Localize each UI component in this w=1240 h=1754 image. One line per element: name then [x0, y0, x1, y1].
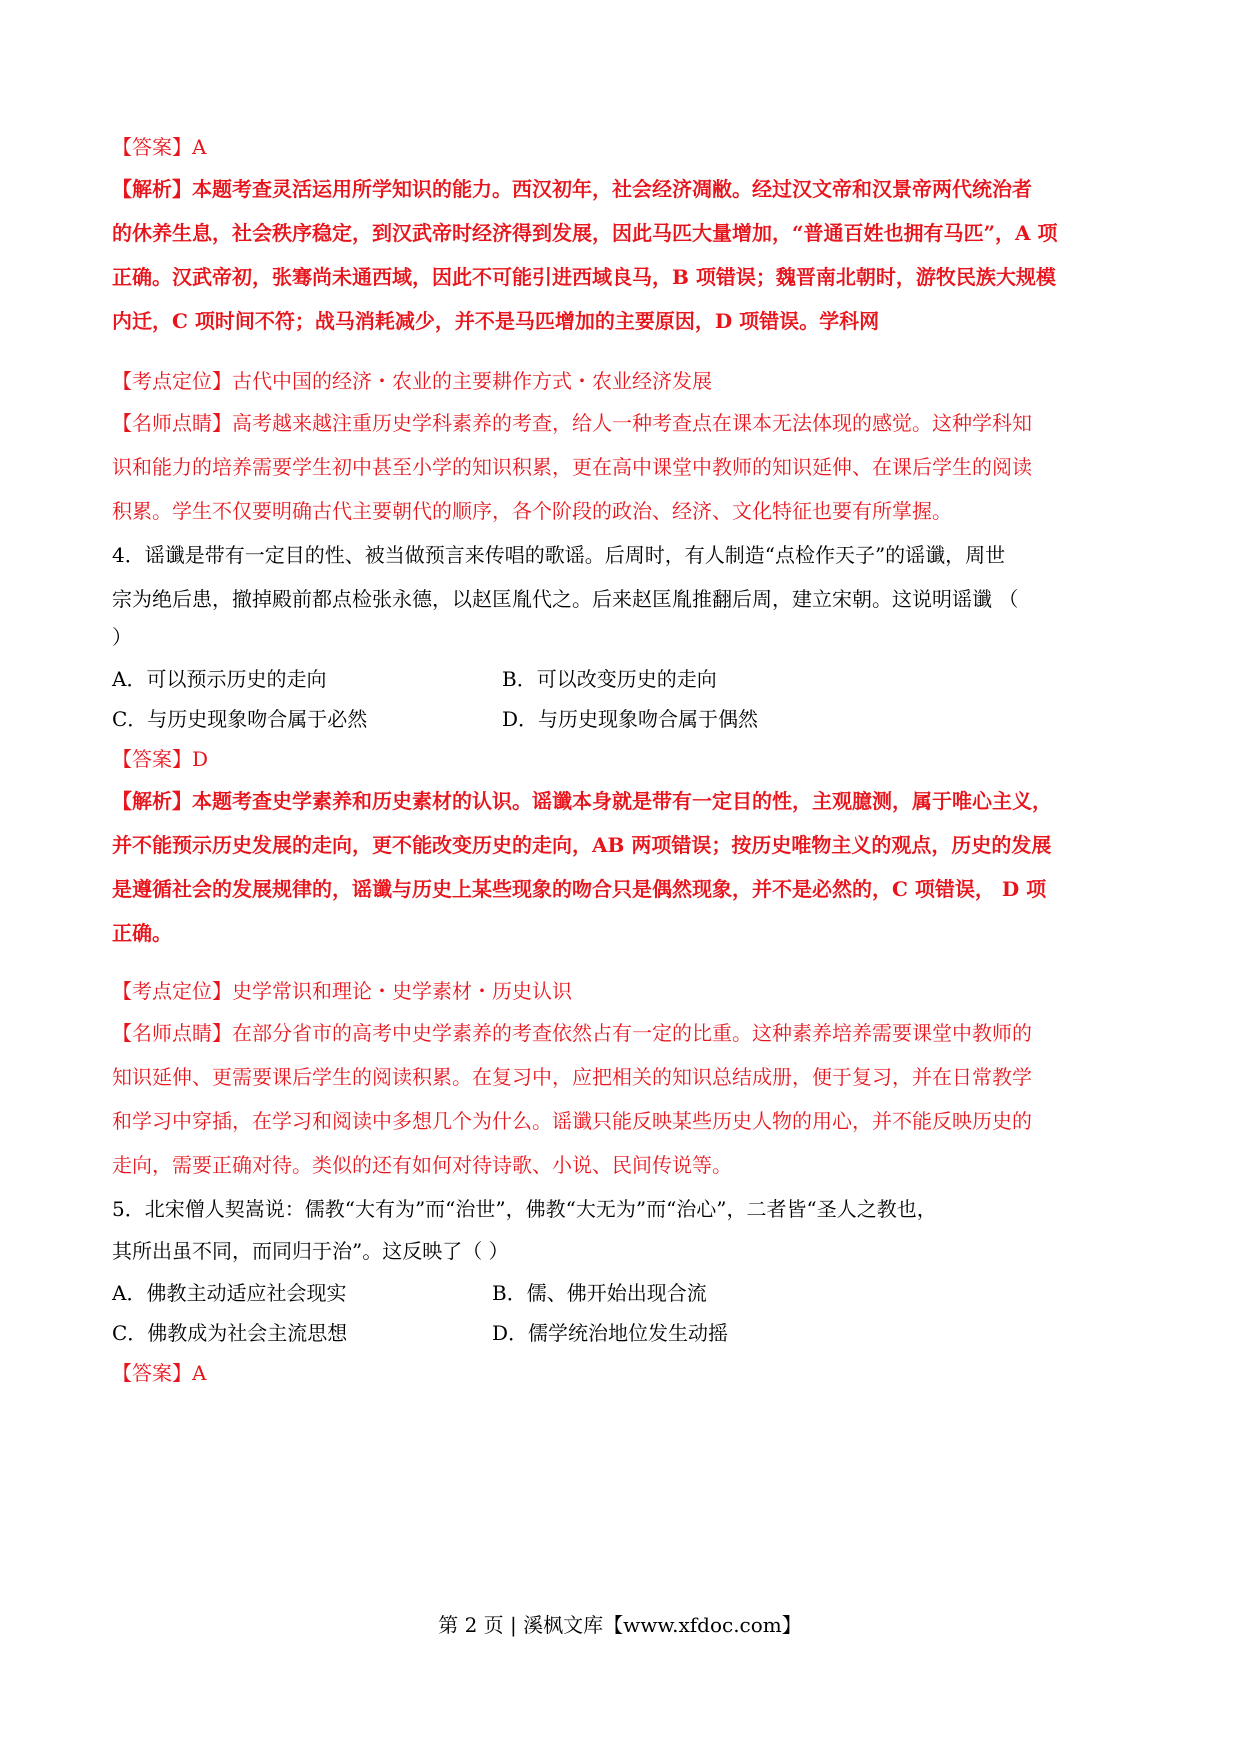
mingshi-text: 和学习中穿插，在学习和阅读中多想几个为什么。谣谶只能反映某些历史人物的用心，并不能反映历史的	[112, 1109, 1032, 1133]
analysis-tag: 【解析】	[112, 789, 192, 813]
mingshi-text: 积累。学生不仅要明确古代主要朝代的顺序，各个阶段的政治、经济、文化特征也要有所掌握。	[112, 499, 952, 523]
option-a: A．佛教主动适应社会现实	[112, 1281, 347, 1305]
kaodian-line	[112, 978, 572, 1004]
question-5-text: 5．北宋僧人契嵩说：儒教“大有为”而“治世”，佛教“大无为”而“治心”，二者皆“圣人之教也，	[112, 1197, 937, 1221]
analysis-line	[112, 788, 1052, 814]
answer-tag: 【答案】	[112, 1361, 192, 1385]
answer-value: A	[192, 1361, 207, 1385]
mingshi-tag: 【名师点睛】	[112, 1021, 232, 1045]
option-c: C．佛教成为社会主流思想	[112, 1321, 348, 1345]
answer-tag: 【答案】	[112, 135, 192, 159]
question-5-text: 其所出虽不同，而同归于治”。这反映了（ ）	[112, 1239, 509, 1263]
analysis-text: 本题考查史学素养和历史素材的认识。谣谶本身就是带有一定目的性，主观臆测，属于唯心主义，	[192, 789, 1052, 813]
analysis-text: 的休养生息，社会秩序稳定，到汉武帝时经济得到发展，因此马匹大量增加，“普通百姓也拥有马匹”，A 项	[112, 221, 1058, 245]
question-4-text: 宗为绝后患，撤掉殿前都点检张永德，以赵匡胤代之。后来赵匡胤推翻后周，建立宋朝。这说明谣谶 （	[112, 587, 1019, 611]
mingshi-line	[112, 1020, 1032, 1046]
kaodian-tag: 【考点定位】	[112, 979, 232, 1003]
analysis-text: 并不能预示历史发展的走向，更不能改变历史的走向，AB 两项错误；按历史唯物主义的观点，历史的发展	[112, 833, 1052, 857]
analysis-text: 内迁，C 项时间不符；战马消耗减少，并不是马匹增加的主要原因，D 项错误。学科网	[112, 309, 880, 333]
question-4-text: ）	[112, 625, 132, 649]
analysis-text: 正确。	[112, 921, 172, 945]
mingshi-text: 高考越来越注重历史学科素养的考查，给人一种考查点在课本无法体现的感觉。这种学科知	[232, 411, 1032, 435]
mingshi-line	[112, 410, 1032, 436]
mingshi-text: 识和能力的培养需要学生初中甚至小学的知识积累，更在高中课堂中教师的知识延伸、在课后学生的阅读	[112, 455, 1032, 479]
analysis-line	[112, 176, 1032, 202]
kaodian-line	[112, 368, 712, 394]
analysis-text: 正确。汉武帝初，张骞尚未通西域，因此不可能引进西域良马，B 项错误；魏晋南北朝时，游牧民族大规模	[112, 265, 1056, 289]
answer-value: D	[192, 747, 209, 771]
mingshi-text: 走向，需要正确对待。类似的还有如何对待诗歌、小说、民间传说等。	[112, 1153, 732, 1177]
option-c: C．与历史现象吻合属于必然	[112, 707, 368, 731]
answer-line	[112, 746, 208, 772]
question-4-text: 4．谣谶是带有一定目的性、被当做预言来传唱的歌谣。后周时，有人制造“点检作天子”的谣谶，周世	[112, 543, 1006, 567]
mingshi-text: 在部分省市的高考中史学素养的考查依然占有一定的比重。这种素养培养需要课堂中教师的	[232, 1021, 1032, 1045]
option-b: B．可以改变历史的走向	[502, 667, 717, 691]
mingshi-tag: 【名师点睛】	[112, 411, 232, 435]
kaodian-text: 史学常识和理论・史学素材・历史认识	[232, 979, 572, 1003]
kaodian-tag: 【考点定位】	[112, 369, 232, 393]
option-a: A．可以预示历史的走向	[112, 667, 327, 691]
kaodian-text: 古代中国的经济・农业的主要耕作方式・农业经济发展	[232, 369, 712, 393]
analysis-text: 是遵循社会的发展规律的，谣谶与历史上某些现象的吻合只是偶然现象，并不是必然的，C 项错误， D 项	[112, 877, 1047, 901]
mingshi-text: 知识延伸、更需要课后学生的阅读积累。在复习中，应把相关的知识总结成册，便于复习，并在日常教学	[112, 1065, 1032, 1089]
option-d: D．儒学统治地位发生动摇	[492, 1321, 729, 1345]
answer-line	[112, 134, 206, 160]
answer-tag: 【答案】	[112, 747, 192, 771]
answer-line	[112, 1360, 206, 1386]
option-b: B．儒、佛开始出现合流	[492, 1281, 707, 1305]
analysis-text: 本题考查灵活运用所学知识的能力。西汉初年，社会经济凋敝。经过汉文帝和汉景帝两代统治者	[192, 177, 1032, 201]
analysis-tag: 【解析】	[112, 177, 192, 201]
answer-value: A	[192, 135, 207, 159]
option-d: D．与历史现象吻合属于偶然	[502, 707, 759, 731]
page-footer: 第 2 页 | 溪枫文库【www.xfdoc.com】	[438, 1613, 802, 1637]
